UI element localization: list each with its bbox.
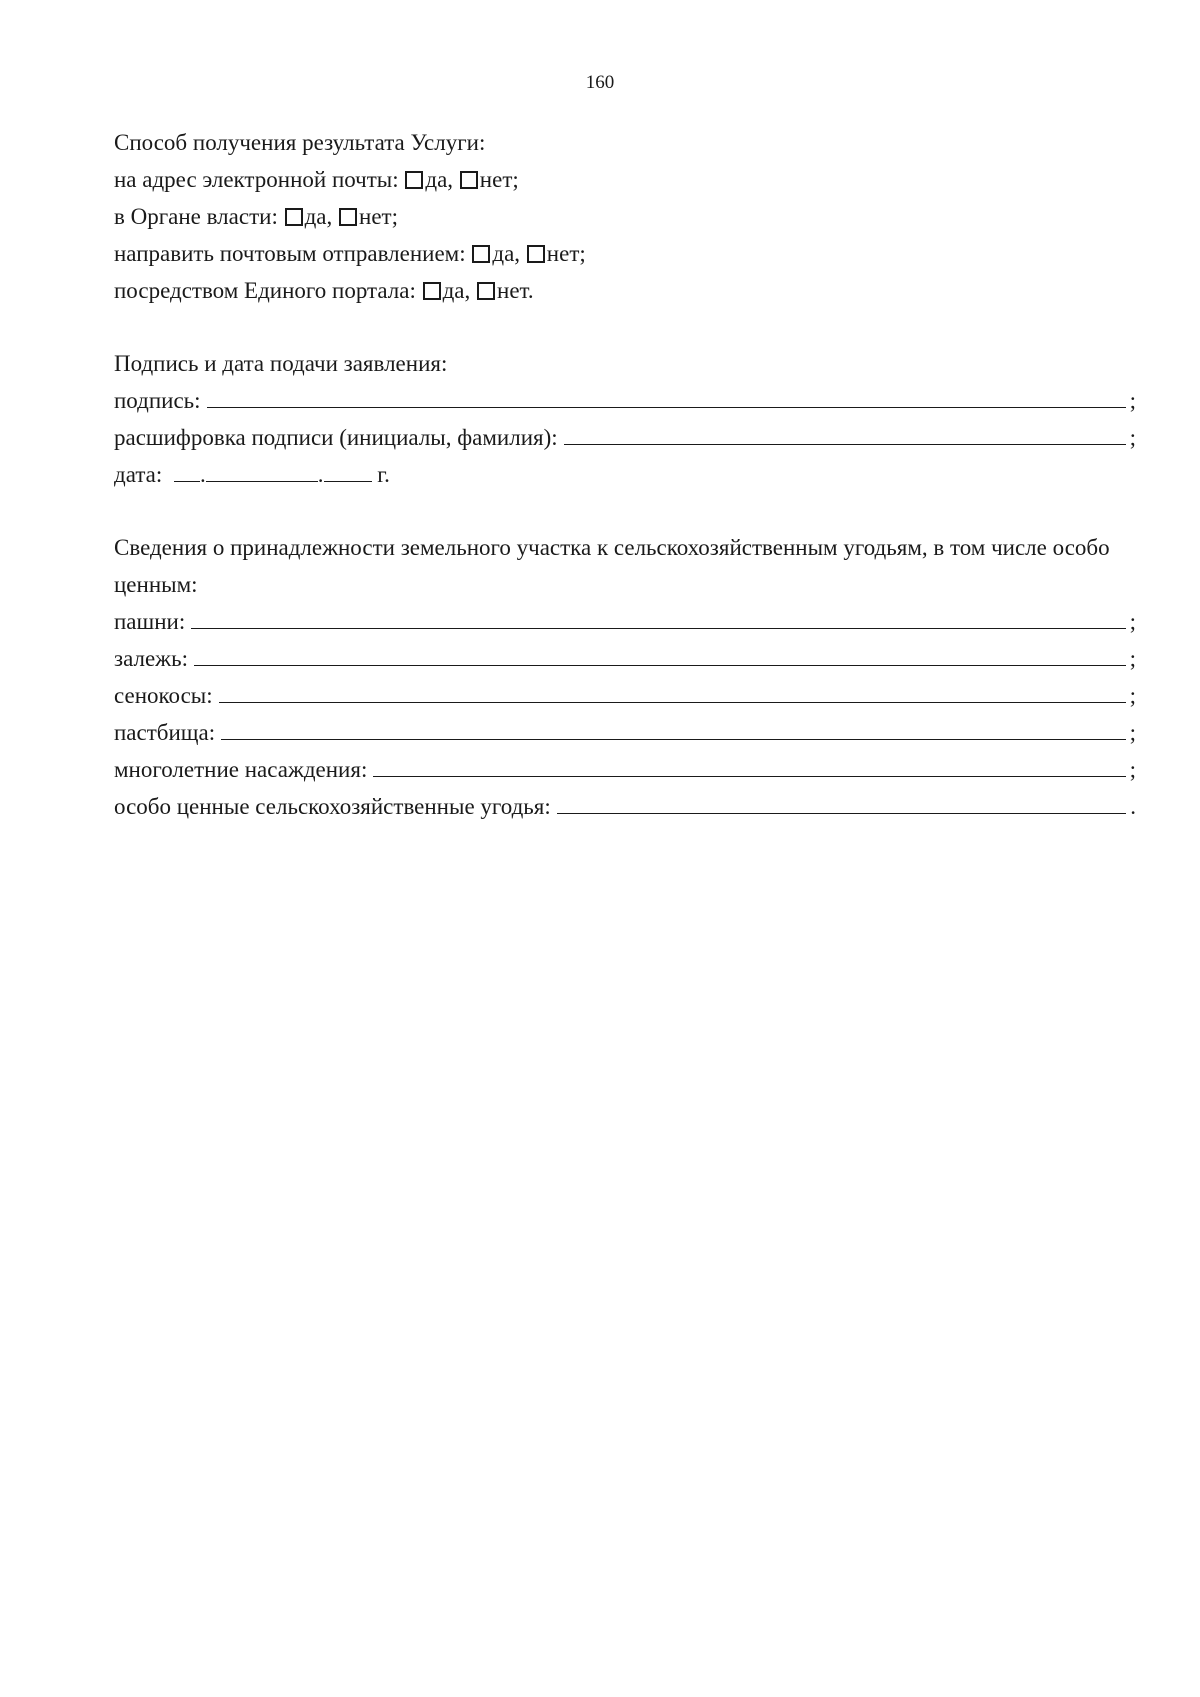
land-field-input[interactable] — [221, 717, 1126, 740]
checkbox-no[interactable] — [527, 245, 545, 263]
checkbox-no-label: нет; — [546, 241, 586, 266]
land-field-row — [114, 677, 1136, 714]
signature-heading: Подпись и дата подачи заявления: — [114, 351, 448, 376]
land-field-input[interactable] — [191, 606, 1125, 629]
delivery-option-label: посредством Единого портала: — [114, 278, 416, 303]
line-end: . — [1130, 794, 1136, 819]
page-number: 160 — [585, 72, 615, 93]
land-field-input[interactable] — [219, 680, 1126, 703]
line-end: ; — [1129, 646, 1136, 671]
delivery-heading: Способ получения результата Услуги: — [114, 130, 486, 155]
line-end: ; — [1129, 757, 1136, 782]
land-field-label: особо ценные сельскохозяйственные угодья: — [114, 794, 551, 819]
signature-row — [114, 382, 1136, 419]
line-end: ; — [1129, 720, 1136, 745]
land-field-row — [114, 751, 1136, 788]
land-field-input[interactable] — [373, 754, 1125, 777]
land-field-row — [114, 714, 1136, 751]
checkbox-yes-label: да, — [425, 167, 454, 192]
checkbox-no-label: нет. — [497, 278, 534, 303]
delivery-option-label: в Органе власти: — [114, 204, 278, 229]
land-field-label: сенокосы: — [114, 683, 213, 708]
land-field-label: многолетние насаждения: — [114, 757, 368, 782]
form-content — [114, 124, 1136, 825]
land-field-label: пастбища: — [114, 720, 216, 745]
checkbox-yes[interactable] — [423, 282, 441, 300]
checkbox-yes[interactable] — [405, 171, 423, 189]
line-end: ; — [1129, 609, 1136, 634]
line-end: ; — [1129, 388, 1136, 413]
date-row: дата: . . г. — [114, 462, 390, 487]
delivery-option-email — [114, 161, 1136, 198]
land-field-label: залежь: — [114, 646, 188, 671]
checkbox-no[interactable] — [460, 171, 478, 189]
land-field-row — [114, 788, 1136, 825]
delivery-option-label: направить почтовым отправлением: — [114, 241, 466, 266]
line-end: ; — [1129, 425, 1136, 450]
date-year-field[interactable] — [324, 461, 372, 482]
section-spacer — [114, 309, 1136, 345]
checkbox-yes[interactable] — [285, 208, 303, 226]
date-month-field[interactable] — [206, 461, 318, 482]
delivery-option-authority — [114, 198, 1136, 235]
signature-field[interactable] — [207, 385, 1126, 408]
land-heading: Сведения о принадлежности земельного участка к сельскохозяйственным угодьям, в том числе особо ценным: — [114, 535, 1110, 597]
date-day-field[interactable] — [174, 461, 200, 482]
checkbox-no[interactable] — [477, 282, 495, 300]
signature-decode-row — [114, 419, 1136, 456]
land-field-input[interactable] — [194, 643, 1126, 666]
checkbox-no-label: нет; — [479, 167, 519, 192]
date-label: дата: — [114, 462, 163, 487]
checkbox-no[interactable] — [339, 208, 357, 226]
checkbox-no-label: нет; — [359, 204, 398, 229]
delivery-option-label: на адрес электронной почты: — [114, 167, 399, 192]
checkbox-yes-label: да, — [304, 204, 333, 229]
signature-decode-label: расшифровка подписи (инициалы, фамилия): — [114, 425, 558, 450]
date-suffix: г. — [377, 462, 390, 487]
delivery-option-portal — [114, 272, 1136, 309]
checkbox-yes-label: да, — [492, 241, 521, 266]
land-field-input[interactable] — [557, 791, 1126, 814]
section-spacer — [114, 493, 1136, 529]
land-field-label: пашни: — [114, 609, 186, 634]
delivery-option-post — [114, 235, 1136, 272]
land-field-row — [114, 603, 1136, 640]
signature-label: подпись: — [114, 388, 201, 413]
land-field-row — [114, 640, 1136, 677]
checkbox-yes-label: да, — [442, 278, 471, 303]
line-end: ; — [1129, 683, 1136, 708]
signature-decode-field[interactable] — [564, 422, 1126, 445]
checkbox-yes[interactable] — [472, 245, 490, 263]
